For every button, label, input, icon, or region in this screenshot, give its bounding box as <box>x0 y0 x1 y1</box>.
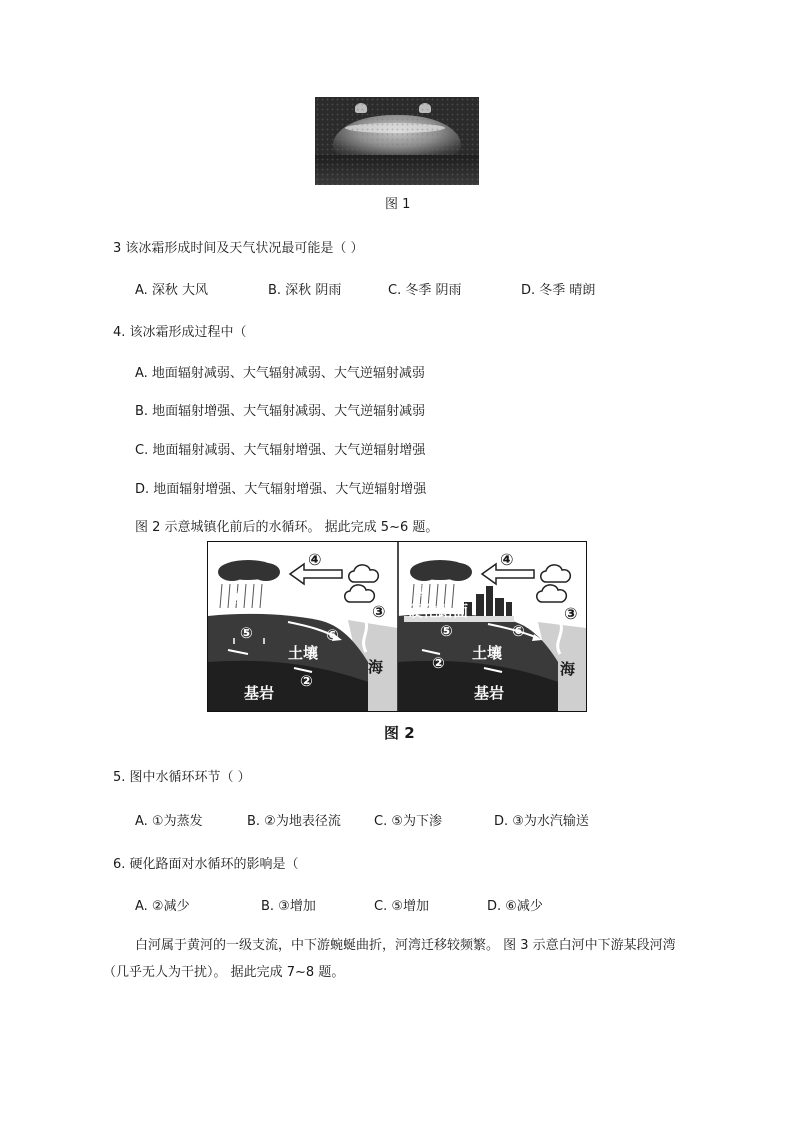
label-soil-left: 土壤 <box>288 644 319 662</box>
label-circle-5-left: ⑤ <box>240 624 253 642</box>
figure-1-photo <box>315 97 479 185</box>
question-5-option-b: B. ②为地表径流 <box>247 814 341 829</box>
question-3-option-a: A. 深秋 大风 <box>135 283 209 298</box>
question-4-option-a: A. 地面辐射减弱、大气辐射减弱、大气逆辐射减弱 <box>135 366 425 381</box>
question-6-stem: 6. 硬化路面对水循环的影响是（ <box>113 857 299 872</box>
question-6-option-c: C. ⑤增加 <box>374 899 429 914</box>
label-circle-4-right: ④ <box>500 550 514 569</box>
label-bedrock-left: 基岩 <box>244 684 275 702</box>
question-3-option-d: D. 冬季 晴朗 <box>521 283 596 298</box>
question-6-option-d: D. ⑥减少 <box>487 899 543 914</box>
question-5-option-c: C. ⑤为下渗 <box>374 814 442 829</box>
label-circle-5-right: ⑤ <box>440 622 453 640</box>
label-bedrock-right: 基岩 <box>474 684 505 702</box>
label-circle-1-right: ① <box>414 582 427 600</box>
question-5-option-a: A. ①为蒸发 <box>135 814 203 829</box>
label-circle-3-left: ③ <box>372 602 386 621</box>
figure-2-diagram <box>207 541 587 712</box>
label-sea-left: 海 <box>368 658 384 676</box>
label-hard-road: 硬化路面 <box>408 602 469 620</box>
question-3-option-c: C. 冬季 阴雨 <box>388 283 462 298</box>
figure-3-intro-line-2: （几乎无人为干扰）。 据此完成 7~8 题。 <box>103 965 345 980</box>
question-5-option-d: D. ③为水汽输送 <box>494 814 589 829</box>
question-4-option-c: C. 地面辐射减弱、大气辐射增强、大气逆辐射增强 <box>135 443 426 458</box>
figure-2-caption: 图 2 <box>384 724 415 742</box>
label-circle-6-left: ⑥ <box>326 626 339 644</box>
label-circle-2-left: ② <box>300 672 313 690</box>
label-circle-2-right: ② <box>432 654 445 672</box>
label-soil-right: 土壤 <box>472 644 503 662</box>
label-circle-3-right: ③ <box>564 604 578 623</box>
question-4-option-b: B. 地面辐射增强、大气辐射减弱、大气逆辐射减弱 <box>135 404 426 419</box>
label-circle-1-left: ① <box>230 588 244 607</box>
label-circle-6-right: ⑥ <box>512 622 525 640</box>
figure-3-intro-line-1: 白河属于黄河的一级支流，中下游蜿蜒曲折，河湾迁移较频繁。 图 3 示意白河中下游某段河湾 <box>135 938 676 953</box>
question-4-stem: 4. 该冰霜形成过程中（ <box>113 325 247 340</box>
figure-2-intro: 图 2 示意城镇化前后的水循环。 据此完成 5~6 题。 <box>135 520 439 535</box>
question-4-option-d: D. 地面辐射增强、大气辐射增强、大气逆辐射增强 <box>135 482 427 497</box>
question-3-stem: 3 该冰霜形成时间及天气状况最可能是（ ） <box>113 241 364 256</box>
label-circle-4-left: ④ <box>308 550 322 569</box>
label-sea-right: 海 <box>560 660 576 678</box>
question-3-option-b: B. 深秋 阴雨 <box>268 283 342 298</box>
question-5-stem: 5. 图中水循环环节（ ） <box>113 770 251 785</box>
question-6-option-b: B. ③增加 <box>261 899 316 914</box>
figure-1-caption: 图 1 <box>385 197 411 212</box>
question-6-option-a: A. ②减少 <box>135 899 190 914</box>
